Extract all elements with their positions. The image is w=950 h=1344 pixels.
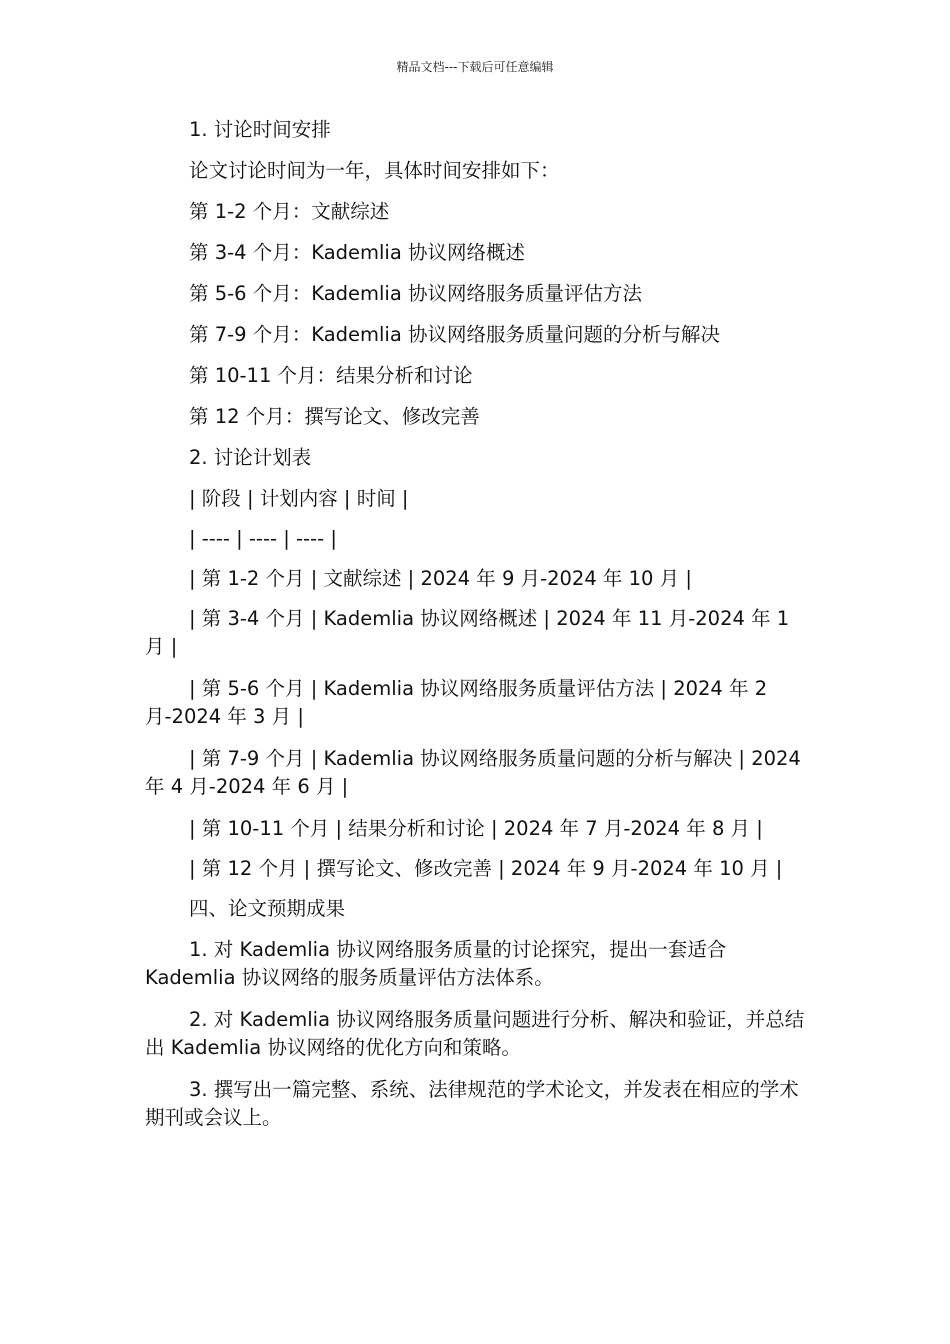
plan-table-row: | 阶段 | 计划内容 | 时间 |	[189, 487, 409, 510]
plan-table-row: | 第 5-6 个月 | Kademlia 协议网络服务质量评估方法 | 2024 年 2 月-2024 年 3 月 |	[145, 677, 768, 728]
plan-table-row: | ---- | ---- | ---- |	[189, 527, 337, 550]
schedule-item: 第 3-4 个月：Kademlia 协议网络概述	[189, 241, 525, 264]
schedule-heading: 1. 讨论时间安排	[189, 118, 331, 141]
page-header: 精品文档---下载后可任意编辑	[396, 60, 554, 74]
plan-table-heading: 2. 讨论计划表	[189, 446, 312, 469]
schedule-item: 第 7-9 个月：Kademlia 协议网络服务质量问题的分析与解决	[189, 323, 720, 346]
document-body	[145, 116, 805, 1146]
outcomes-heading: 四、论文预期成果	[189, 897, 346, 920]
outcome-item: 3. 撰写出一篇完整、系统、法律规范的学术论文，并发表在相应的学术期刊或会议上。	[145, 1078, 799, 1129]
schedule-item: 第 12 个月：撰写论文、修改完善	[189, 405, 480, 428]
schedule-item: 第 5-6 个月：Kademlia 协议网络服务质量评估方法	[189, 282, 642, 305]
schedule-item: 第 1-2 个月：文献综述	[189, 200, 390, 223]
plan-table-row: | 第 3-4 个月 | Kademlia 协议网络概述 | 2024 年 11 月-2024 年 1 月 |	[145, 607, 790, 658]
outcome-item: 2. 对 Kademlia 协议网络服务质量问题进行分析、解决和验证，并总结出 Kademlia 协议网络的优化方向和策略。	[145, 1008, 805, 1059]
outcome-item: 1. 对 Kademlia 协议网络服务质量的讨论探究，提出一套适合 Kademlia 协议网络的服务质量评估方法体系。	[145, 938, 727, 989]
plan-table-row: | 第 10-11 个月 | 结果分析和讨论 | 2024 年 7 月-2024 年 8 月 |	[189, 817, 763, 840]
plan-table-row: | 第 1-2 个月 | 文献综述 | 2024 年 9 月-2024 年 10 月 |	[189, 567, 692, 590]
plan-table-row: | 第 7-9 个月 | Kademlia 协议网络服务质量问题的分析与解决 | 2024 年 4 月-2024 年 6 月 |	[145, 747, 801, 798]
schedule-intro: 论文讨论时间为一年，具体时间安排如下：	[189, 159, 560, 182]
plan-table-row: | 第 12 个月 | 撰写论文、修改完善 | 2024 年 9 月-2024 年 10 月 |	[189, 857, 783, 880]
schedule-item: 第 10-11 个月：结果分析和讨论	[189, 364, 473, 387]
